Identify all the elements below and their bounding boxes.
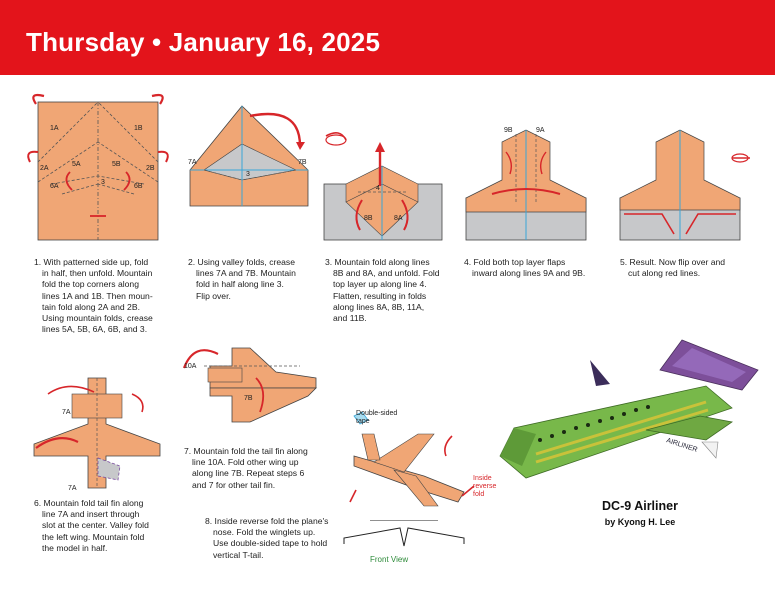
note-line: Inside	[473, 475, 492, 482]
step-3-diagram	[318, 126, 448, 246]
step-8-caption	[205, 516, 328, 561]
caption-line: lines 1A and 1B. Then moun-	[42, 290, 153, 301]
caption-line: 3. Mountain fold along lines	[325, 257, 430, 267]
fig7-label: 10A	[184, 363, 197, 370]
caption-line: fold the top corners along	[42, 279, 139, 290]
caption-line: 5. Result. Now flip over and	[620, 257, 726, 267]
step-5-diagram	[614, 122, 764, 246]
caption-line: Flatten, resulting in folds	[333, 290, 427, 301]
inside-reverse-fold-note	[473, 475, 496, 499]
caption-line: the model in half.	[42, 542, 108, 553]
fig1-label: 5B	[112, 161, 121, 168]
step-4-caption	[464, 257, 585, 279]
fig1-label: 1B	[134, 125, 143, 132]
fuselage-text: AIRLINER	[665, 437, 699, 454]
caption-line: 7. Mountain fold the tail fin along	[184, 446, 308, 456]
caption-line: and 7 for other tail fin.	[192, 479, 276, 490]
caption-line: Use double-sided tape to hold	[213, 538, 328, 549]
fig6-label: 7A	[68, 485, 77, 492]
finished-airliner-image	[496, 330, 766, 490]
caption-line: Flip over.	[196, 290, 231, 301]
step-6-caption	[34, 498, 149, 554]
fig2-label: 7A	[188, 159, 197, 166]
fig3-label: 8A	[394, 215, 403, 222]
fig7-label: 7B	[244, 395, 253, 402]
caption-line: slot at the center. Valley fold	[42, 520, 149, 531]
caption-line: line 7A and insert through	[42, 509, 140, 520]
step-6-diagram	[28, 372, 168, 496]
note-line: fold	[473, 491, 485, 498]
note-line: reverse	[473, 483, 497, 490]
airliner-credit: by Kyong H. Lee	[604, 517, 676, 527]
caption-line: nose. Fold the winglets up.	[213, 527, 316, 538]
caption-line: 2. Using valley folds, crease	[188, 257, 295, 267]
step-7-diagram	[180, 338, 330, 438]
fig1-label: 2A	[40, 165, 49, 172]
caption-line: fold in half along line 3.	[196, 279, 284, 290]
note-line: Double-sided	[356, 410, 398, 417]
fig4-label: 9B	[504, 127, 513, 134]
caption-line: along lines 8A, 8B, 11A,	[333, 301, 425, 312]
fig1-label: 6B	[134, 183, 143, 190]
caption-line: 4. Fold both top layer flaps	[464, 257, 566, 267]
tape-note	[356, 410, 397, 426]
step-1-caption	[34, 257, 153, 335]
page-title: Thursday • January 16, 2025	[26, 27, 381, 57]
fig1-label: 5A	[72, 161, 81, 168]
front-view-diagram	[340, 520, 470, 554]
fig1-label: 2B	[146, 165, 155, 172]
note-line: tape	[356, 418, 370, 425]
caption-line: 1. With patterned side up, fold	[34, 257, 149, 267]
caption-line: line 10A. Fold other wing up	[192, 457, 299, 468]
caption-line: lines 5A, 5B, 6A, 6B, and 3.	[42, 324, 148, 335]
caption-line: and 11B.	[333, 313, 367, 324]
fig2-label: 3	[246, 171, 250, 178]
caption-line: lines 7A and 7B. Mountain	[196, 268, 296, 279]
fig3-label: 8B	[364, 215, 373, 222]
fig2-label: 7B	[298, 159, 307, 166]
step-2-caption	[188, 257, 296, 302]
step-4-diagram	[462, 122, 590, 246]
caption-line: inward along lines 9A and 9B.	[472, 268, 586, 279]
caption-line: cut along red lines.	[628, 268, 701, 279]
step-2-diagram	[180, 96, 330, 246]
fig1-label: 1A	[50, 125, 59, 132]
fig4-label: 9A	[536, 127, 545, 134]
front-view-label: Front View	[370, 555, 409, 564]
step-5-caption	[620, 257, 725, 279]
caption-line: 8B and 8A, and unfold. Fold	[333, 268, 440, 279]
caption-line: the left wing. Mountain fold	[42, 531, 145, 542]
caption-line: 6. Mountain fold tail fin along	[34, 498, 144, 508]
fig1-label: 6A	[50, 183, 59, 190]
caption-line: in half, then unfold. Mountain	[42, 268, 153, 279]
step-7-caption	[184, 446, 308, 491]
fig1-label: 3	[101, 179, 105, 186]
airliner-title: DC-9 Airliner	[602, 499, 678, 513]
caption-line: vertical T-tail.	[213, 549, 264, 560]
fig6-label: 7A	[62, 409, 71, 416]
fig3-label: 4	[376, 185, 380, 192]
caption-line: top layer up along line 4.	[333, 279, 427, 290]
step-3-caption	[325, 257, 440, 324]
caption-line: 8. Inside reverse fold the plane's	[205, 516, 329, 526]
caption-line: tain fold along 2A and 2B.	[42, 301, 140, 312]
header-bar	[0, 0, 775, 75]
caption-line: Using mountain folds, crease	[42, 313, 153, 324]
caption-line: along line 7B. Repeat steps 6	[192, 468, 305, 479]
step-1-diagram	[22, 88, 172, 248]
